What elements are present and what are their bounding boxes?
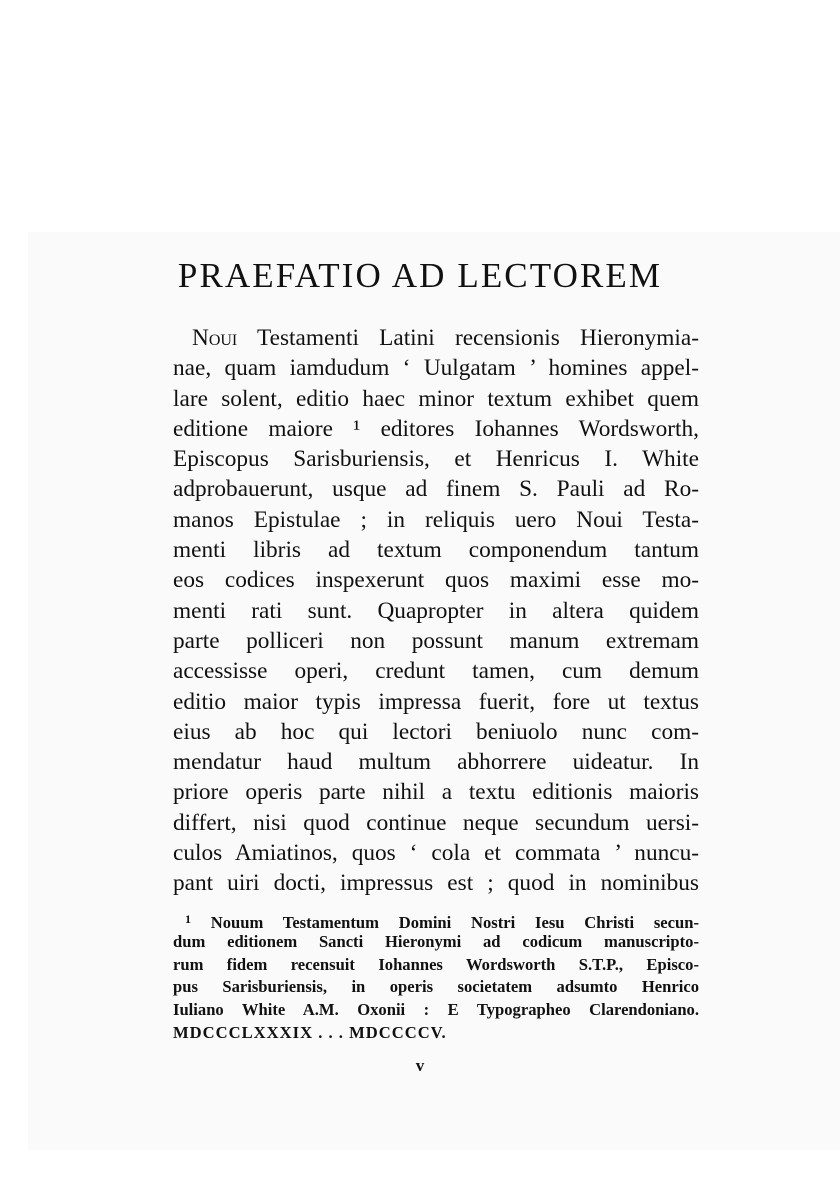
body-line: menti rati sunt. Quapropter in altera quidem [173,597,699,624]
footnote-marker: 1 [185,912,191,926]
body-line: Episcopus Sarisburiensis, et Henricus I. White [173,446,699,473]
footnote-line: MDCCCLXXXIX . . . MDCCCCV. [173,1022,447,1042]
footnote-line: dum editionem Sancti Hieronymi ad codicum manuscripto- [173,931,699,951]
preface-body [173,323,699,899]
footnote-line: rum fidem recensuit Iohannes Wordsworth S.T.P., Episco- [173,954,699,974]
body-line: manos Epistulae ; in reliquis uero Noui Testa- [173,506,699,533]
body-line: eos codices inspexerunt quos maximi esse mo- [173,567,699,594]
footnote-line-1-rest: Nouum Testamentum Domini Nostri Iesu Christi secun- [191,913,699,932]
body-line: nae, quam iamdudum ‘ Uulgatam ’ homines appel- [173,355,699,382]
body-line: eius ab hoc qui lectori beniuolo nunc com- [173,718,699,745]
body-line: editio maior typis impressa fuerit, fore ut textus [173,688,699,715]
body-line: adprobauerunt, usque ad finem S. Pauli ad Ro- [173,476,699,503]
page-title: PRAEFATIO AD LECTOREM [177,256,663,295]
footnote-line-1 [173,908,699,931]
footnote-line: pus Sarisburiensis, in operis societatem adsumto Henrico [173,977,699,997]
body-line: culos Amiatinos, quos ‘ cola et commata ’ nuncu- [173,840,699,867]
body-line: mendatur haud multum abhorrere uideatur. In [173,749,699,776]
page-number: v [415,1056,425,1075]
body-line: priore operis parte nihil a textu editionis maioris [173,779,699,806]
body-line: parte polliceri non possunt manum extremam [173,627,699,654]
body-line-1 [173,323,699,353]
body-line: lare solent, editio haec minor textum exhibet quem [173,385,699,412]
body-line-1-rest: Testamenti Latini recensionis Hieronymia- [237,325,699,351]
body-line: editione maiore ¹ editores Iohannes Wordsworth, [173,415,699,442]
body-line: accessisse operi, credunt tamen, cum demum [173,658,699,685]
footnote [173,908,699,1045]
drop-word: Noui [192,325,238,351]
body-line: menti libris ad textum componendum tantum [173,537,699,564]
footnote-line: Iuliano White A.M. Oxonii : E Typographeo Clarendoniano. [173,1000,699,1020]
body-line: pant uiri docti, impressus est ; quod in nominibus [173,870,699,897]
body-line: differt, nisi quod continue neque secundum uersi- [173,809,699,836]
